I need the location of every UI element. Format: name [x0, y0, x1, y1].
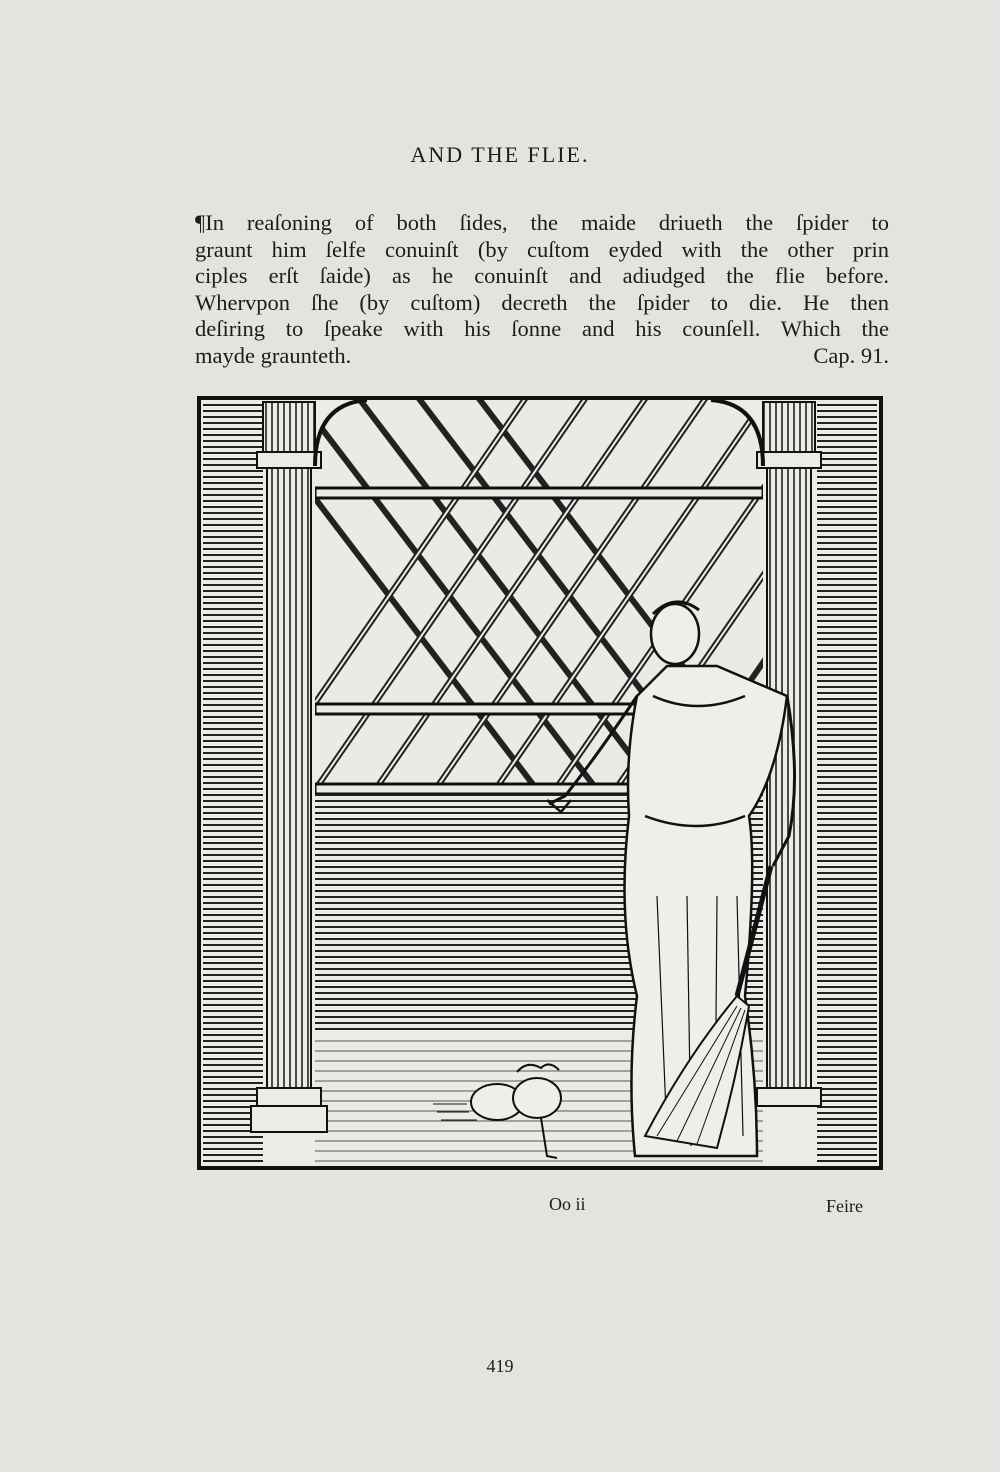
woodcut-illustration: [197, 396, 883, 1170]
chapter-summary: [195, 210, 889, 369]
catchword: Feire: [826, 1196, 863, 1216]
text-line: deſiring to ſpeake with his ſonne and his counſell. Which the: [195, 316, 889, 341]
running-header: AND THE FLIE.: [410, 142, 590, 167]
page-number: 419: [486, 1356, 514, 1376]
left-wall: [203, 402, 263, 1164]
right-wall: [817, 402, 877, 1164]
text-line: ciples erſt ſaide) as he conuinſt and adiudged the flie before.: [195, 263, 889, 288]
text-line: graunt him ſelfe conuinſt (by cuſtom eyded with the other prin: [195, 236, 889, 262]
text-line: Whervpon ſhe (by cuſtom) decreth the ſpider to die. He then: [195, 289, 889, 315]
signature-mark: Oo ii: [549, 1194, 586, 1214]
text-line-last: [195, 343, 889, 370]
text-line: ¶In reaſoning of both ſides, the maide driueth the ſpider to: [195, 210, 889, 235]
woodcut-svg: [197, 396, 883, 1170]
last-line-text: mayde graunteth.: [195, 342, 352, 368]
chapter-reference: Cap. 91.: [813, 342, 889, 368]
